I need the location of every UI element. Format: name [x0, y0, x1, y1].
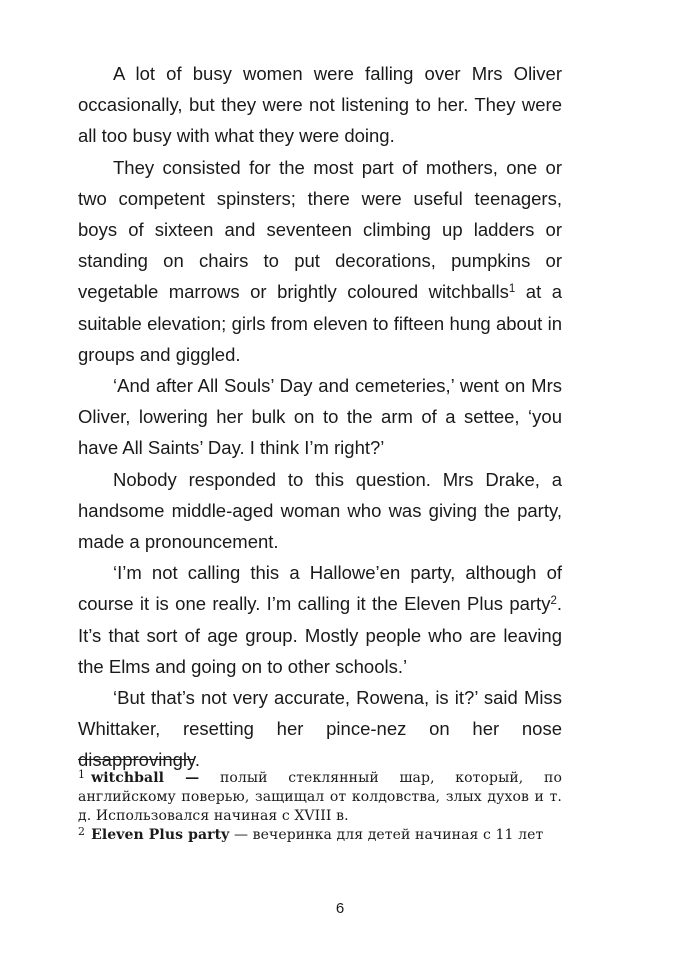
paragraph-5-part-1: ‘I’m not calling this a Hallowe’en party, although of course it is one really. I’m calling it the Eleven Plus party — [78, 562, 562, 615]
paragraph-5-part-2: . It’s that sort of age group. Mostly people who are leaving the Elms and going on to other schools.’ — [78, 593, 562, 677]
paragraph-1: A lot of busy women were falling over Mrs Oliver occasionally, but they were not listening to her. They were all too busy with what they were doing. — [78, 63, 562, 147]
footnote-term: Eleven Plus party — [91, 827, 230, 843]
footnote-2 — [78, 826, 562, 845]
footnote-text: полый стеклянный шар, который, по английскому поверью, защищал от колдовства, злых духов и т. д. Использовался начиная с XVIII в. — [78, 770, 562, 824]
footnote-ref-1: 1 — [508, 283, 516, 296]
footnote-text: — вечеринка для детей начиная с 11 лет — [229, 827, 544, 843]
footnotes — [78, 769, 562, 845]
paragraph-6: ‘But that’s not very accurate, Rowena, is it?’ said Miss Whittaker, resetting her pince-nez on her nose disapprovingly. — [78, 687, 562, 771]
paragraph-4: Nobody responded to this question. Mrs Drake, a handsome middle-aged woman who was giving the party, made a pronouncement. — [78, 468, 562, 553]
paragraph-3: ‘And after All Souls’ Day and cemeteries,’ went on Mrs Oliver, lowering her bulk on to the arm of a settee, ‘you have All Saints’ Day. I think I’m right?’ — [78, 375, 562, 459]
page-number: 6 — [335, 900, 345, 917]
footnote-ref-2: 2 — [550, 595, 557, 608]
paragraph-2 — [78, 152, 562, 370]
footnote-1 — [78, 769, 562, 826]
main-text — [78, 58, 562, 776]
footnote-number: 1 — [78, 768, 86, 781]
paragraph-2-part-1: They consisted for the most part of mothers, one or two competent spinsters; there were useful teenagers, boys of sixteen and seventeen climbing up ladders or standing on chairs to put decorations, pumpkins or vegetable marrows or brightly coloured witchballs — [78, 156, 562, 303]
footnote-term: witchball — — [91, 770, 200, 786]
footnote-number: 2 — [78, 825, 86, 838]
footnote-divider — [78, 759, 194, 760]
paragraph-2-part-2: at a suitable elevation; girls from eleven to fifteen hung about in groups and giggled. — [78, 281, 562, 365]
paragraph-5 — [78, 557, 562, 682]
